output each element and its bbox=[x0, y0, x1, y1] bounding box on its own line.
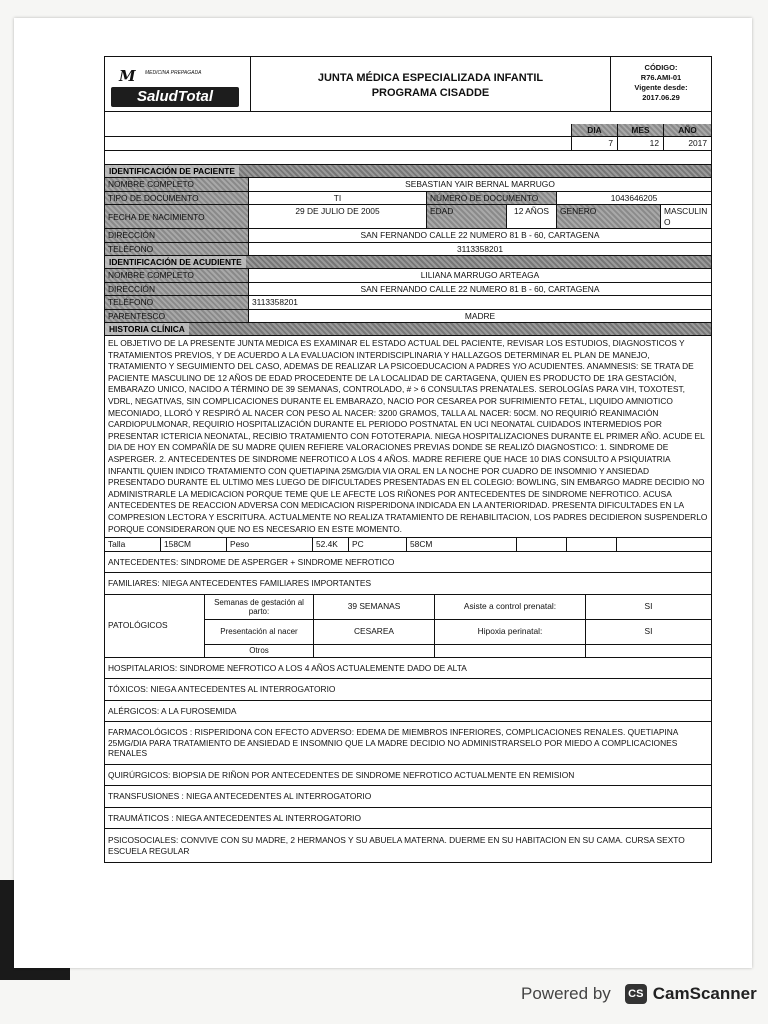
guardian-name-label: NOMBRE COMPLETO bbox=[105, 269, 248, 282]
hospital-row bbox=[105, 657, 711, 679]
guardian-name-row bbox=[105, 268, 711, 282]
patient-phone-row bbox=[105, 242, 711, 256]
section-guardian bbox=[105, 255, 711, 268]
date-month: 12 bbox=[617, 137, 663, 150]
camscanner-icon: CS bbox=[625, 984, 647, 1004]
salud-total-logo bbox=[105, 57, 251, 111]
date-year: 2017 bbox=[663, 137, 711, 150]
gestation-weeks: 39 SEMANAS bbox=[314, 595, 435, 619]
weight-label: Peso bbox=[226, 538, 312, 551]
pathological-block bbox=[105, 594, 711, 657]
family-row bbox=[105, 572, 711, 594]
doc-number: 1043646205 bbox=[556, 192, 711, 205]
psychosocial-row bbox=[105, 828, 711, 862]
date-day-label: DIA bbox=[571, 124, 617, 136]
empty-cell bbox=[435, 645, 586, 657]
guardian-address: SAN FERNANDO CALLE 22 NUMERO 81 B - 60, CARTAGENA bbox=[248, 283, 711, 296]
date-month-label: MES bbox=[617, 124, 663, 136]
doc-type: TI bbox=[248, 192, 426, 205]
patient-birth-row bbox=[105, 204, 711, 228]
allergy-row bbox=[105, 700, 711, 722]
guardian-address-row bbox=[105, 282, 711, 296]
others-value bbox=[314, 645, 435, 657]
gender-label: GENERO bbox=[556, 205, 660, 228]
spacer bbox=[105, 150, 711, 164]
code-box bbox=[611, 57, 711, 111]
gestation-weeks-label: Semanas de gestación al parto: bbox=[205, 595, 314, 619]
patient-name-label: NOMBRE COMPLETO bbox=[105, 178, 248, 191]
patient-address: SAN FERNANDO CALLE 22 NUMERO 81 B - 60, CARTAGENA bbox=[248, 229, 711, 242]
birth-presentation: CESAREA bbox=[314, 620, 435, 644]
guardian-relation-row bbox=[105, 309, 711, 323]
date-year-label: AÑO bbox=[663, 124, 711, 136]
date-values bbox=[105, 136, 711, 150]
form-title bbox=[251, 57, 611, 111]
code-value: R76.AMI-01 bbox=[640, 73, 682, 82]
toxic-row bbox=[105, 678, 711, 700]
patient-doc-row bbox=[105, 191, 711, 205]
perinatal-hypoxia-label: Hipoxia perinatal: bbox=[435, 620, 586, 644]
logo-mark: M bbox=[119, 67, 136, 85]
patient-name-row bbox=[105, 177, 711, 191]
toxic-history: TÓXICOS: NIEGA ANTECEDENTES AL INTERROGATORIO bbox=[108, 684, 336, 695]
date-day: 7 bbox=[571, 137, 617, 150]
birth-date: 29 DE JULIO DE 2005 bbox=[248, 205, 426, 228]
pharmacological-history: FARMACOLÓGICOS : RISPERIDONA CON EFECTO ADVERSO: EDEMA DE MIEMBROS INFERIORES, COMPLICACIONES RENALES. QUETIAPINA 25MG/DIA PARA TRATAMIENTO DE ANSIEDAD E INSOMNIO QUE LA MADRE DECIDIO NO ADMINISTRARSELO POR MIEDO A COMPLICACIONES RENALES bbox=[108, 727, 678, 759]
pathological-label: PATOLÓGICOS bbox=[105, 595, 205, 657]
measures-row bbox=[105, 537, 711, 551]
powered-by-text: Powered by bbox=[521, 984, 611, 1003]
transfusion-row bbox=[105, 785, 711, 807]
pathological-row bbox=[205, 595, 711, 619]
psychosocial-history: PSICOSOCIALES: CONVIVE CON SU MADRE, 2 HERMANOS Y SU ABUELA MATERNA. DUERME EN SU HABITACION EN SU CAMA. CURSA SEXTO ESCUELA REGULAR bbox=[108, 835, 685, 856]
perinatal-hypoxia: SI bbox=[644, 626, 653, 637]
vigente-value: 2017.06.29 bbox=[642, 93, 680, 102]
empty-cell bbox=[566, 538, 616, 551]
form-header bbox=[105, 57, 711, 111]
gender: MASCULINO bbox=[660, 205, 711, 228]
code-label: CÓDIGO: bbox=[644, 63, 678, 72]
date-header bbox=[105, 124, 711, 136]
pc-label: PC bbox=[348, 538, 406, 551]
section-patient bbox=[105, 164, 711, 177]
trauma-row bbox=[105, 807, 711, 829]
section-history-title: HISTORIA CLÍNICA bbox=[105, 323, 189, 335]
history-row bbox=[105, 335, 711, 537]
section-history bbox=[105, 322, 711, 335]
age: 12 AÑOS bbox=[506, 205, 556, 228]
surgical-row bbox=[105, 764, 711, 786]
guardian-phone: 3113358201 bbox=[248, 296, 711, 309]
guardian-phone-label: TELÉFONO bbox=[105, 296, 248, 309]
pathological-row bbox=[205, 644, 711, 657]
height-label: Talla bbox=[108, 539, 126, 550]
empty-cell bbox=[616, 538, 711, 551]
logo-subtitle: MEDICINA PREPAGADA bbox=[145, 70, 202, 76]
pathological-grid bbox=[205, 595, 711, 657]
allergies: ALÉRGICOS: A LA FUROSEMIDA bbox=[108, 705, 237, 716]
prenatal-control-label: Asiste a control prenatal: bbox=[435, 595, 586, 619]
section-guardian-title: IDENTIFICACIÓN DE ACUDIENTE bbox=[105, 256, 246, 268]
guardian-address-label: DIRECCIÓN bbox=[105, 283, 248, 296]
section-patient-title: IDENTIFICACIÓN DE PACIENTE bbox=[105, 165, 239, 177]
others-label: Otros bbox=[205, 645, 314, 657]
doc-type-label: TIPO DE DOCUMENTO bbox=[105, 192, 248, 205]
medical-form bbox=[104, 56, 712, 863]
height: 158CM bbox=[160, 538, 226, 551]
title-line-1: JUNTA MÉDICA ESPECIALIZADA INFANTIL bbox=[317, 72, 544, 84]
doc-number-label: NÚMERO DE DOCUMENTO bbox=[426, 192, 556, 205]
empty-cell bbox=[586, 645, 711, 657]
clinical-history-text: EL OBJETIVO DE LA PRESENTE JUNTA MEDICA ES EXAMINAR EL ESTADO ACTUAL DEL PACIENTE, REVISAR LOS ESTUDIOS, DIAGNOSTICOS Y TRATAMIENTOS PREVIOS, Y DE ACUERDO A LA EVALUACION INTERDISCIPLINARIA Y HALLAZGOS DETERMINAR EL PLAN DE MANEJO, TRATAMIENTO Y SEGUIMIENTO DEL CASO, ADEMAS DE REALIZAR LA PSICOEDUCACION A PADRES Y/O ACUDIENTES. ANAMNESIS: SE TRATA DE PACIENTE MASCULINO DE 12 AÑOS DE EDAD PROCEDENTE DE LA LOCALIDAD DE CARTAGENA, QUIEN ES PRODUCTO DE 1RA GESTACIÓN, EMBARAZO UNICO, NACIDO A TÉRMINO DE 39 SEMANAS, CONTROLADO, # > 6 CONSULTAS PRENATALES. SEROLOGÍAS PARA VIH, TOXOTEST, VDRL, NEGATIVAS, SIN COMPLICACIONES DURANTE EL EMBARAZO, NACIO POR CESAREA POR SUFRIMIENTO FETAL, LIQUIDO AMNIOTICO MECONIADO, LLORÓ Y RESPIRÓ AL NACER CON PESO AL NACER: 3200 GRAMOS, TALLA AL NACER: 50CM. NO REQUIRIÓ REANIMACIÓN CARDIOPULMONAR, REQUIRIO HOSPITALIZACIÓN DURANTE EL PERIODO POSTNATAL EN UCI NEONATAL CUIDADOS INTERMEDIOS POR PRESENTAR ICTERICIA NEONATAL, RECIBIO TRATAMIENTO CON FOTOTERAPIA. NIEGA HOSPITALIZACIONES DURANTE EL PRIMER AÑO. ACUDE EL DIA DE HOY EN COMPAÑÍA DE SU MADRE QUIEN REFIERE VALORACIONES PREVIAS DONDE SE REALIZÓ DIAGNOSTICO: 1. SINDROME DE ASPERGER. 2. ANTECEDENTES DE SINDROME NEFROTICO A LOS 4 AÑOS. MADRE REFIERE QUE HACE 10 DIAS CONSULTO A PSIQUIATRIA INFANTIL QUIEN INDICO TRATAMIENTO CON QUETIAPINA 25MG/DIA VIA ORAL EN LA NOCHE POR CUADRO DE INSOMNIO Y ANSIEDAD PRESENTADO DURANTE EL ULTIMO MES LUEGO DE DIFICULTADES PRESENTADAS EN EL COLEGIO: BOWLING, SIN EMBARGO MADRE DECIDIO NO ADMINISTRARLE LA MEDICACION PORQUE TEME QUE LE AFECTE LOS RIÑONES POR ANTECEDENTES DE SINDROME NEFROTICO. ACUSA ANTECEDENTES DE REACCION ADVERSA CON MEDICACION RISPERIDONA INDICADA EN LA ANTERIORIDAD. PRESENTA DIFICULTADES EN LA COMPRESION LECTORA Y ESCRITURA. ACTUALMENTE NO REALIZA TRATAMIENTO DE REHABILITACION, LOS PADRES DECIDIERON SUSPENDERLO PORQUE CONSIDERARON QUE NO ES NECESARIO EN ESTE MOMENTO. bbox=[108, 338, 708, 534]
camscanner-brand: CamScanner bbox=[652, 984, 757, 1003]
patient-phone: 3113358201 bbox=[248, 243, 711, 256]
antecedents: ANTECEDENTES: SINDROME DE ASPERGER + SINDROME NEFROTICO bbox=[108, 556, 395, 567]
patient-phone-label: TELÉFONO bbox=[105, 243, 248, 256]
prenatal-control: SI bbox=[644, 601, 653, 612]
guardian-name: LILIANA MARRUGO ARTEAGA bbox=[248, 269, 711, 282]
empty-cell bbox=[516, 538, 566, 551]
birth-date-label: FECHA DE NACIMIENTO bbox=[105, 205, 248, 228]
camscanner-footer bbox=[521, 984, 757, 1004]
antecedents-row bbox=[105, 551, 711, 573]
pc: 58CM bbox=[406, 538, 516, 551]
patient-address-row bbox=[105, 228, 711, 242]
weight: 52.4K bbox=[312, 538, 348, 551]
title-line-2: PROGRAMA CISADDE bbox=[371, 87, 490, 99]
guardian-phone-row bbox=[105, 295, 711, 309]
logo-brand: SaludTotal bbox=[111, 87, 239, 107]
trauma-history: TRAUMÁTICOS : NIEGA ANTECEDENTES AL INTERROGATORIO bbox=[108, 812, 361, 823]
pharma-row bbox=[105, 721, 711, 764]
relation-label: PARENTESCO bbox=[105, 310, 248, 323]
hospital-history: HOSPITALARIOS: SINDROME NEFROTICO A LOS 4 AÑOS ACTUALEMENTE DADO DE ALTA bbox=[108, 662, 467, 673]
birth-presentation-label: Presentación al nacer bbox=[205, 620, 314, 644]
pathological-row bbox=[205, 619, 711, 644]
family-history: FAMILIARES: NIEGA ANTECEDENTES FAMILIARES IMPORTANTES bbox=[108, 578, 372, 589]
relation: MADRE bbox=[248, 310, 711, 323]
header-gap bbox=[105, 111, 711, 124]
surgical-history: QUIRÚRGICOS: BIOPSIA DE RIÑON POR ANTECEDENTES DE SINDROME NEFROTICO ACTUALMENTE EN REMISION bbox=[108, 769, 575, 780]
vigente-label: Vigente desde: bbox=[634, 83, 688, 92]
transfusion-history: TRANSFUSIONES : NIEGA ANTECEDENTES AL INTERROGATORIO bbox=[108, 791, 372, 802]
patient-name: SEBASTIAN YAIR BERNAL MARRUGO bbox=[248, 178, 711, 191]
age-label: EDAD bbox=[426, 205, 506, 228]
patient-address-label: DIRECCIÓN bbox=[105, 229, 248, 242]
